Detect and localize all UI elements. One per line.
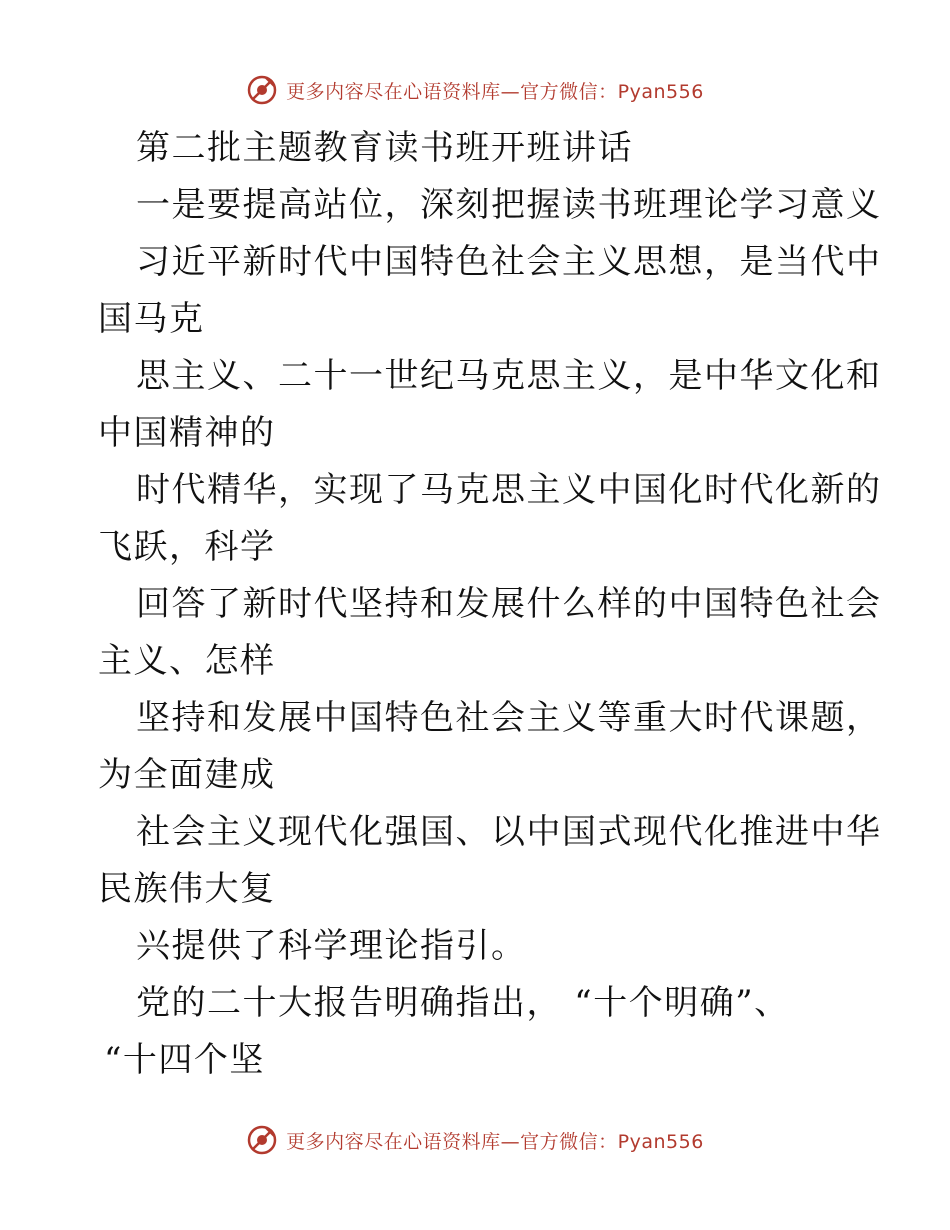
paragraph-line: 主义、怎样 — [98, 641, 276, 681]
paragraph-line: 习近平新时代中国特色社会主义思想，是当代中 — [136, 242, 882, 282]
brand-logo-icon — [246, 1124, 278, 1156]
watermark-text: 更多内容尽在心语资料库—官方微信：Pyan556 — [286, 80, 704, 103]
paragraph-line: 坚持和发展中国特色社会主义等重大时代课题， — [136, 698, 882, 738]
paragraph-line: 飞跃，科学 — [98, 527, 276, 567]
paragraph-line: 兴提供了科学理论指引。 — [136, 926, 527, 966]
paragraph-line: 为全面建成 — [98, 755, 276, 795]
paragraph-line: 中国精神的 — [98, 413, 276, 453]
document-title: 第二批主题教育读书班开班讲话 — [136, 128, 633, 168]
paragraph-line: 党的二十大报告明确指出， “十个明确”、 — [136, 983, 790, 1023]
paragraph-line: 时代精华，实现了马克思主义中国化时代化新的 — [136, 470, 882, 510]
paragraph-line: 社会主义现代化强国、以中国式现代化推进中华 — [136, 812, 882, 852]
brand-logo-icon — [246, 74, 278, 106]
footer-watermark — [0, 1120, 950, 1160]
paragraph-line: 思主义、二十一世纪马克思主义，是中华文化和 — [136, 356, 882, 396]
watermark-text: 更多内容尽在心语资料库—官方微信：Pyan556 — [286, 1130, 704, 1153]
paragraph-line: 回答了新时代坚持和发展什么样的中国特色社会 — [136, 584, 882, 624]
paragraph-line: “十四个坚 — [104, 1040, 265, 1080]
paragraph-line: 国马克 — [98, 299, 205, 339]
paragraph-line: 民族伟大复 — [98, 869, 276, 909]
header-watermark — [0, 70, 950, 110]
paragraph-line: 一是要提高站位，深刻把握读书班理论学习意义 — [136, 185, 882, 225]
